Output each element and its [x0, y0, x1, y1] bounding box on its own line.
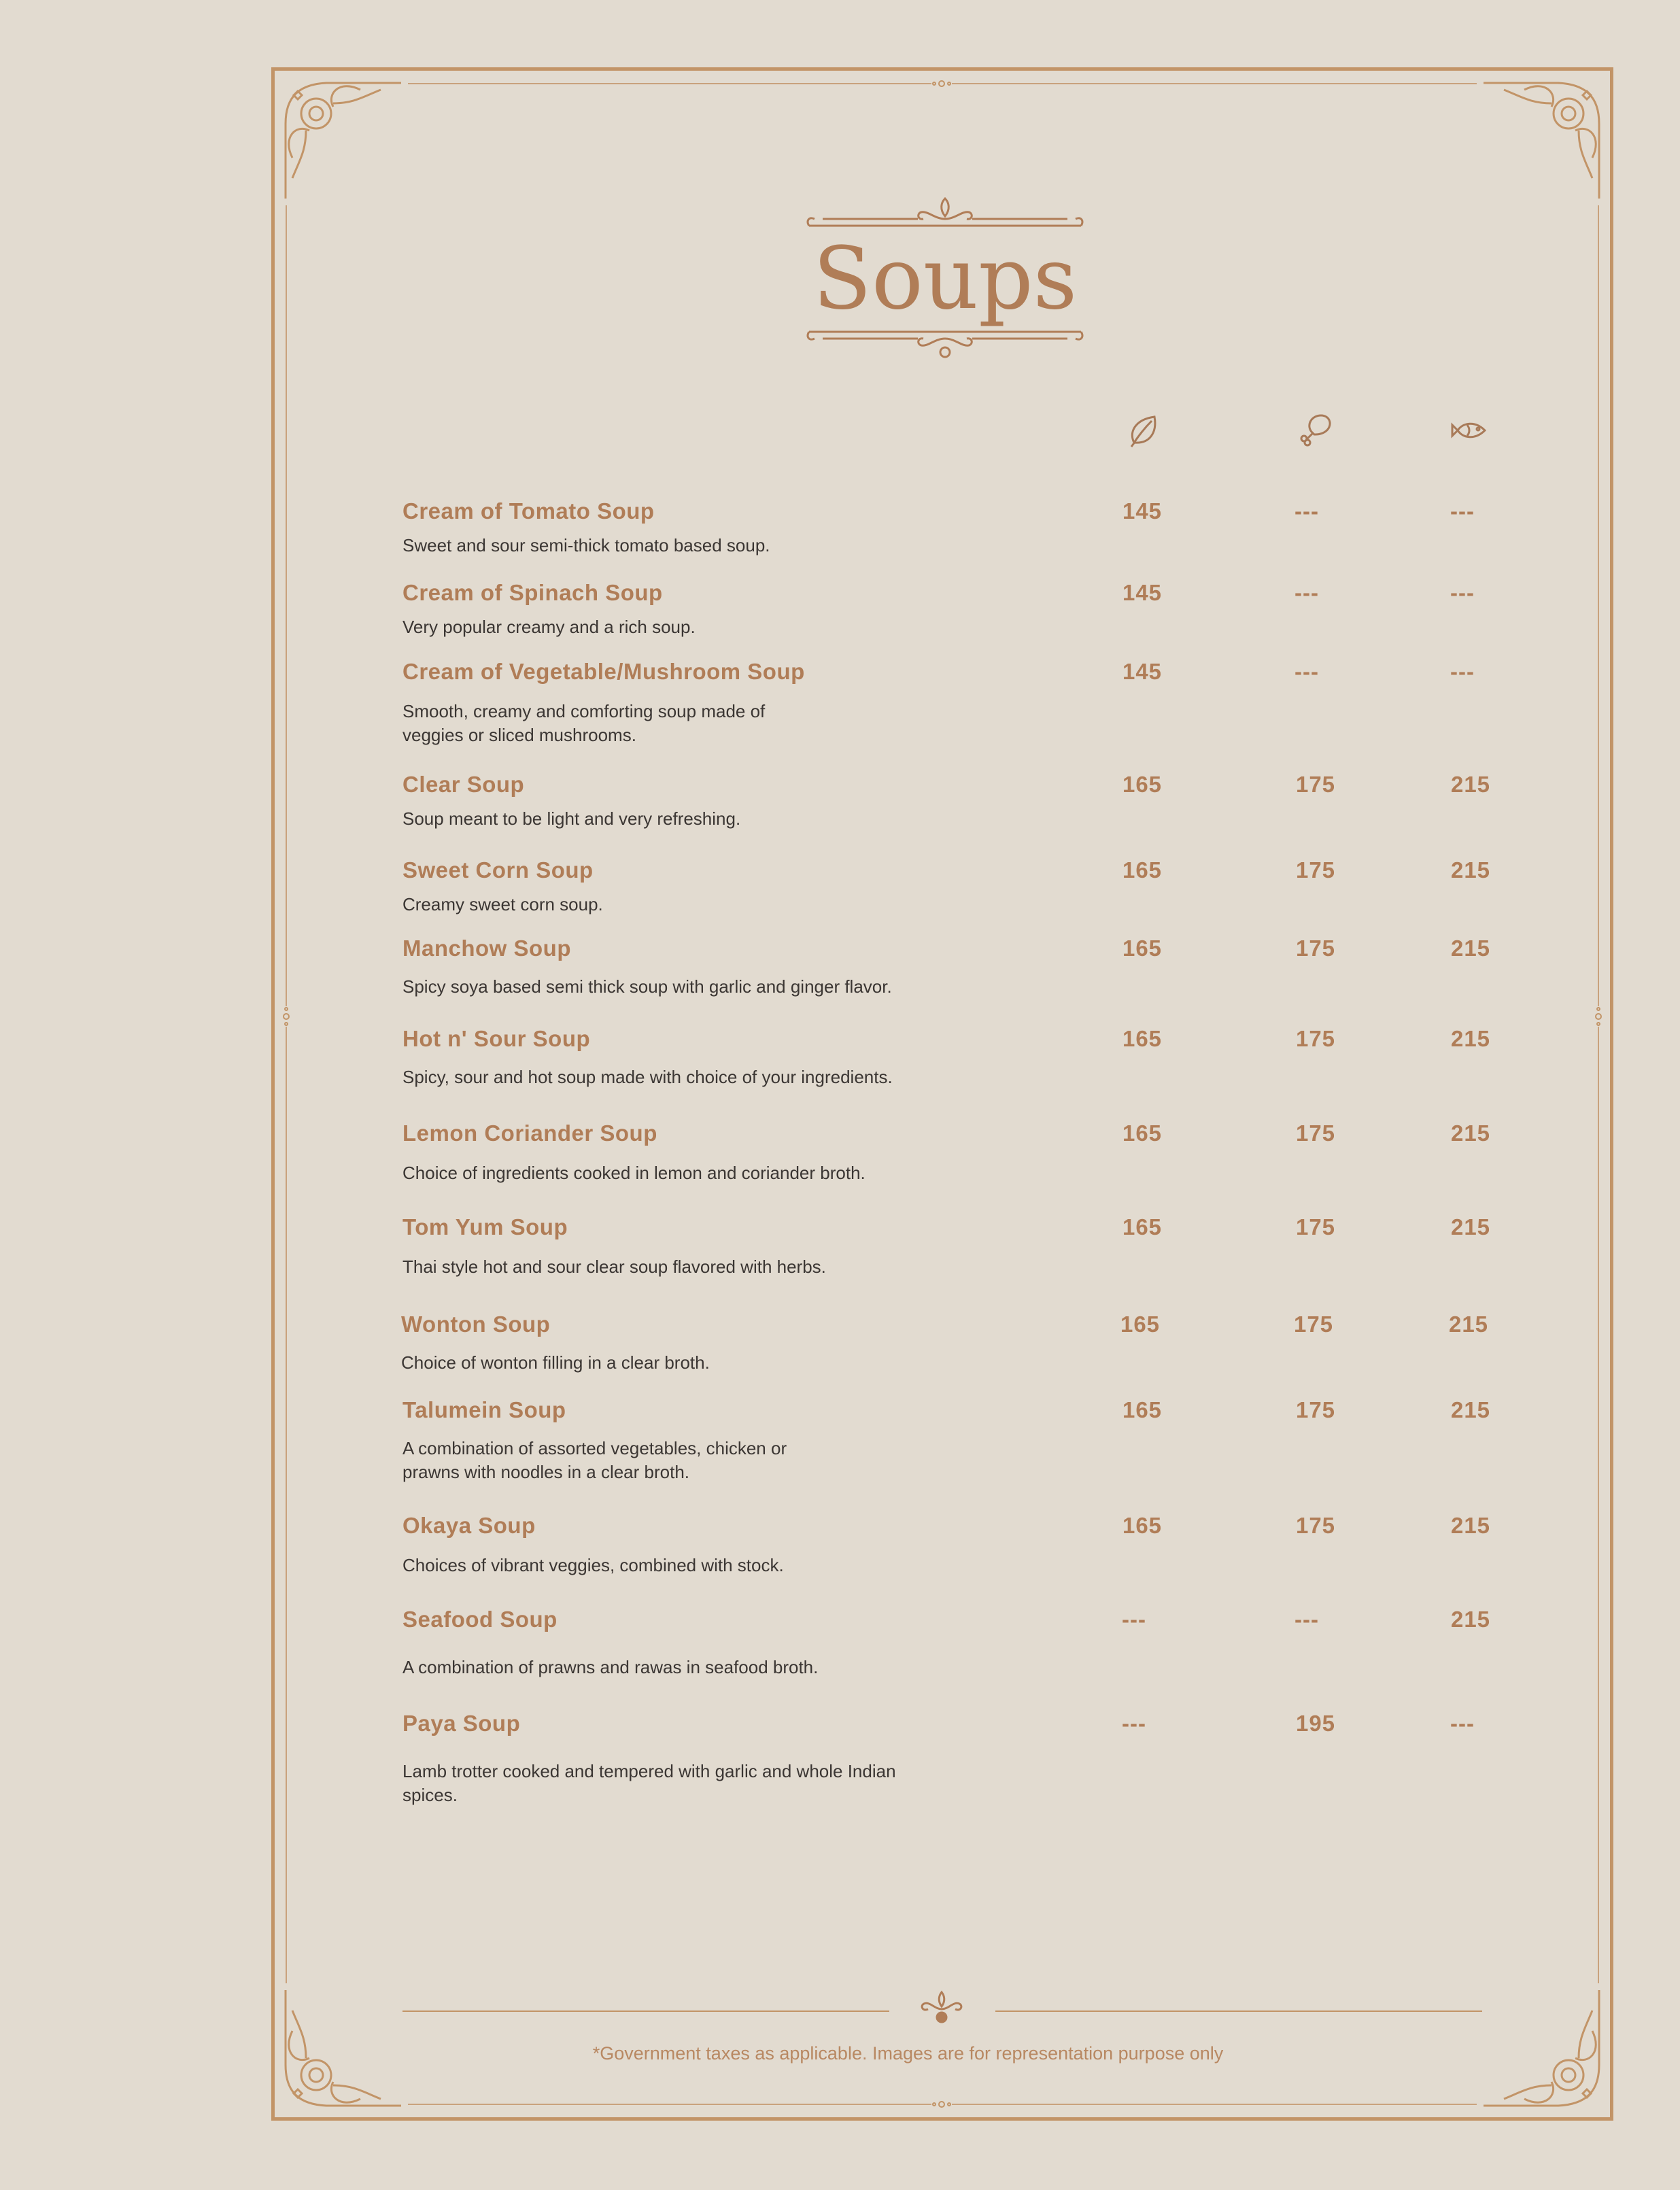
price-seafood: 215 — [1450, 857, 1491, 883]
price-veg: 165 — [1122, 1120, 1163, 1146]
menu-item — [402, 857, 919, 917]
item-name: Talumein Soup — [402, 1397, 566, 1422]
price-veg: 165 — [1122, 1397, 1163, 1422]
price-seafood: 215 — [1448, 1312, 1489, 1337]
chicken-leg-icon — [1297, 411, 1335, 449]
footer-tax-note: *Government taxes as applicable. Images are for representation purpose only — [592, 2043, 1224, 2064]
item-description: Thai style hot and sour clear soup flavored with herbs. — [402, 1256, 826, 1277]
price-veg: 165 — [1122, 936, 1163, 961]
price-chicken: 175 — [1295, 1120, 1336, 1146]
menu-item — [402, 1214, 919, 1279]
footer-divider-left — [402, 2011, 889, 2012]
title-block — [802, 184, 1088, 388]
item-name: Wonton Soup — [401, 1312, 551, 1337]
item-description: Sweet and sour semi-thick tomato based soup. — [402, 535, 770, 555]
price-chicken: --- — [1295, 659, 1319, 684]
price-seafood: --- — [1450, 580, 1475, 605]
corner-ornament-top-right — [1477, 76, 1606, 205]
price-chicken: 175 — [1295, 1214, 1336, 1239]
price-veg: --- — [1122, 1607, 1146, 1632]
item-description: Spicy, sour and hot soup made with choice of your ingredients. — [402, 1067, 893, 1087]
item-name: Okaya Soup — [402, 1513, 536, 1538]
item-description: Choice of wonton filling in a clear broth. — [401, 1352, 710, 1373]
price-seafood: 215 — [1450, 1607, 1491, 1632]
price-seafood: --- — [1450, 1711, 1475, 1736]
price-veg: 145 — [1122, 580, 1163, 605]
price-chicken: --- — [1295, 1607, 1319, 1632]
price-veg: --- — [1122, 1711, 1146, 1736]
price-chicken: --- — [1295, 580, 1319, 605]
price-seafood: 215 — [1450, 772, 1491, 797]
footer-flourish-icon — [914, 1989, 969, 2026]
item-description: Choice of ingredients cooked in lemon and coriander broth. — [402, 1163, 865, 1183]
item-description: Spicy soya based semi thick soup with garlic and ginger flavor. — [402, 976, 892, 997]
page-title: Soups — [812, 228, 1078, 328]
footer-divider-right — [995, 2011, 1482, 2012]
menu-item — [402, 1711, 919, 1807]
price-veg: 165 — [1122, 1513, 1163, 1538]
price-chicken: 175 — [1295, 1513, 1336, 1538]
price-veg: 165 — [1122, 857, 1163, 883]
menu-item — [402, 1026, 919, 1089]
bottom-edge-ornament — [931, 2099, 952, 2110]
menu-item — [402, 1397, 810, 1484]
price-seafood: --- — [1450, 498, 1475, 524]
menu-item — [402, 580, 919, 639]
menu-item — [402, 498, 919, 558]
menu-item — [402, 659, 805, 747]
price-seafood: 215 — [1450, 1214, 1491, 1239]
price-seafood: 215 — [1450, 1026, 1491, 1051]
price-chicken: --- — [1295, 498, 1319, 524]
menu-item — [401, 1312, 918, 1375]
item-name: Clear Soup — [402, 772, 525, 797]
menu-item — [402, 1120, 919, 1185]
item-name: Seafood Soup — [402, 1607, 558, 1632]
item-name: Paya Soup — [402, 1711, 521, 1736]
price-veg: 165 — [1122, 1214, 1163, 1239]
price-seafood: 215 — [1450, 1120, 1491, 1146]
price-chicken: 175 — [1295, 1397, 1336, 1422]
item-name: Lemon Coriander Soup — [402, 1120, 657, 1146]
item-name: Sweet Corn Soup — [402, 857, 594, 883]
price-chicken: 195 — [1295, 1711, 1336, 1736]
price-seafood: 215 — [1450, 1397, 1491, 1422]
menu-item — [402, 936, 919, 999]
item-description: Choices of vibrant veggies, combined with stock. — [402, 1555, 784, 1575]
item-description: Smooth, creamy and comforting soup made of veggies or sliced mushrooms. — [402, 701, 766, 745]
price-chicken: 175 — [1295, 772, 1336, 797]
price-chicken: 175 — [1295, 1026, 1336, 1051]
item-description: Very popular creamy and a rich soup. — [402, 617, 696, 637]
item-description: A combination of prawns and rawas in seafood broth. — [402, 1657, 819, 1677]
price-chicken: 175 — [1295, 857, 1336, 883]
fish-icon — [1451, 411, 1489, 449]
price-veg: 165 — [1122, 1026, 1163, 1051]
price-chicken: 175 — [1293, 1312, 1334, 1337]
leaf-icon — [1125, 411, 1163, 449]
right-edge-ornament — [1593, 1006, 1604, 1027]
price-veg: 145 — [1122, 498, 1163, 524]
price-veg: 165 — [1120, 1312, 1161, 1337]
price-seafood: 215 — [1450, 1513, 1491, 1538]
menu-item — [402, 1607, 919, 1679]
item-description: Soup meant to be light and very refreshing. — [402, 808, 741, 829]
left-edge-ornament — [281, 1006, 292, 1027]
corner-ornament-top-left — [279, 76, 408, 205]
menu-item — [402, 1513, 919, 1577]
item-name: Tom Yum Soup — [402, 1214, 568, 1239]
item-description: Lamb trotter cooked and tempered with garlic and whole Indian spices. — [402, 1761, 896, 1805]
price-veg: 165 — [1122, 772, 1163, 797]
item-name: Cream of Tomato Soup — [402, 498, 655, 524]
price-seafood: --- — [1450, 659, 1475, 684]
price-veg: 145 — [1122, 659, 1163, 684]
price-seafood: 215 — [1450, 936, 1491, 961]
item-name: Cream of Vegetable/Mushroom Soup — [402, 659, 805, 684]
item-name: Manchow Soup — [402, 936, 571, 961]
top-edge-ornament — [931, 78, 952, 89]
item-description: Creamy sweet corn soup. — [402, 894, 603, 914]
item-name: Hot n' Sour Soup — [402, 1026, 591, 1051]
item-name: Cream of Spinach Soup — [402, 580, 663, 605]
menu-item — [402, 772, 919, 831]
item-description: A combination of assorted vegetables, chicken or prawns with noodles in a clear broth. — [402, 1438, 787, 1482]
price-chicken: 175 — [1295, 936, 1336, 961]
